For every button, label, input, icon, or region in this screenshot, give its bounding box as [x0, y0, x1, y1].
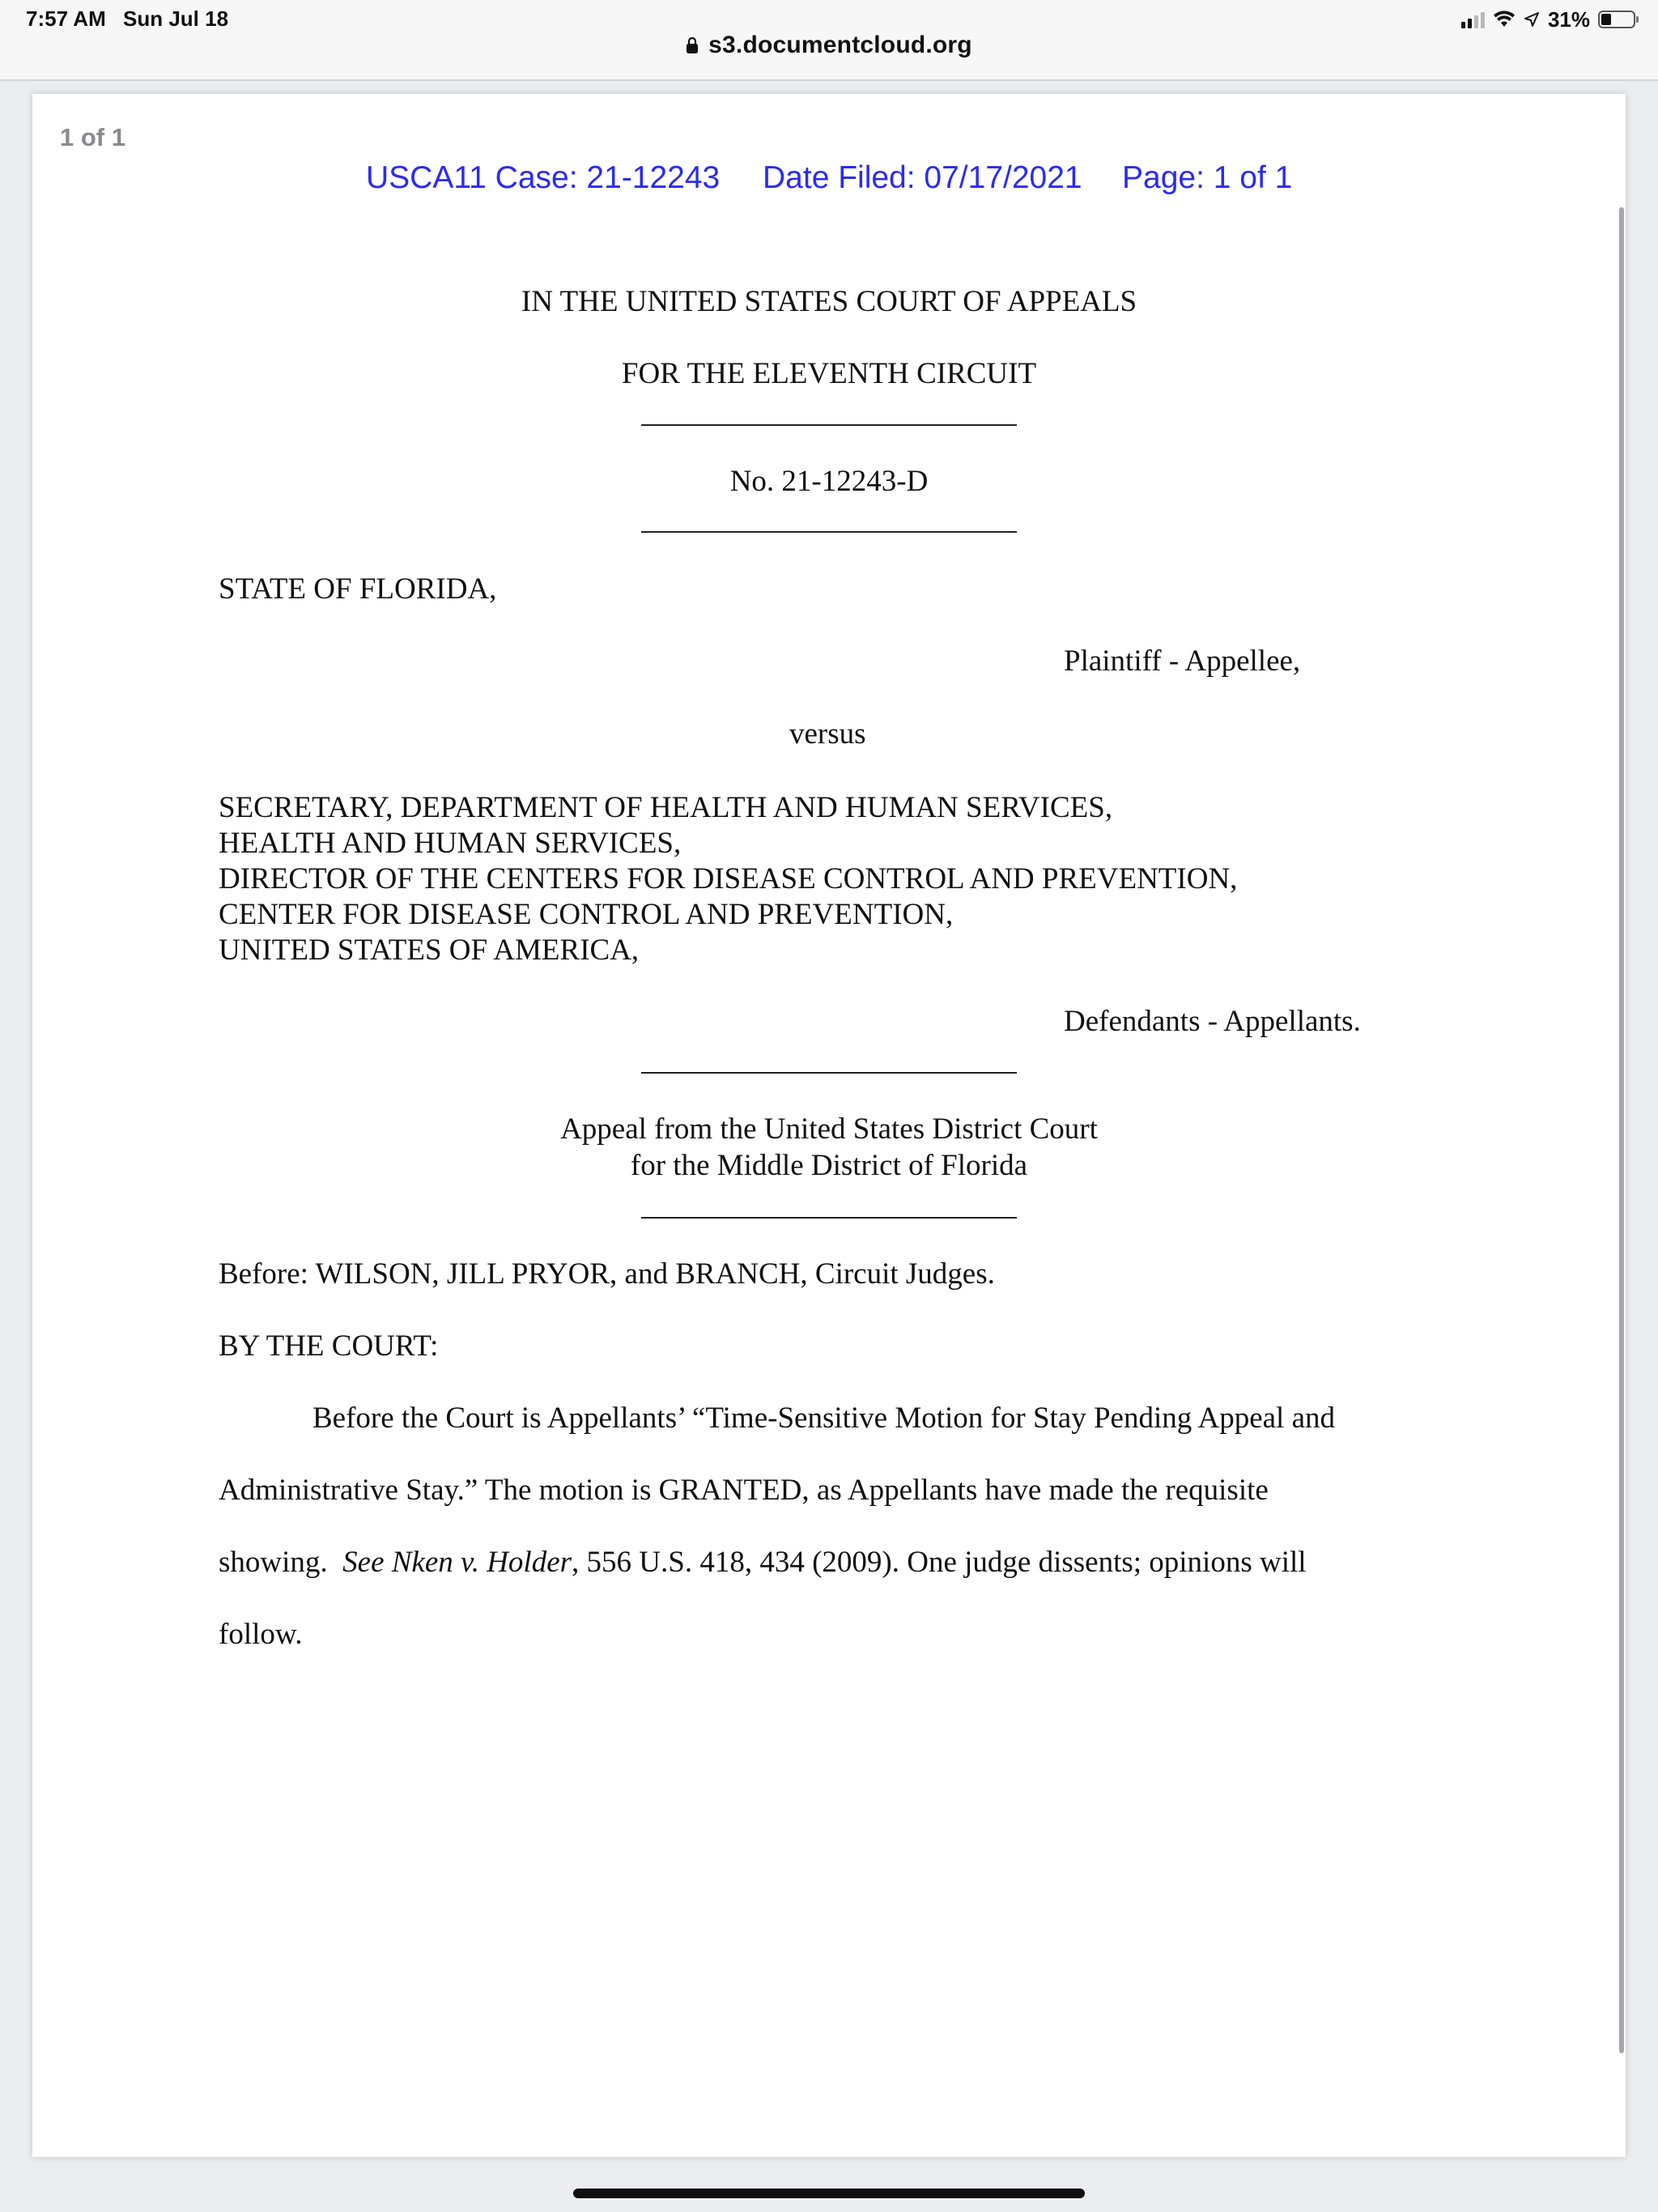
defendant-line: HEALTH AND HUMAN SERVICES,: [219, 827, 682, 860]
divider: [641, 531, 1017, 533]
order-text-line: follow.: [219, 1618, 303, 1651]
header-date-filed: Date Filed: 07/17/2021: [763, 160, 1082, 195]
circuit-title: FOR THE ELEVENTH CIRCUIT: [621, 357, 1037, 390]
home-indicator[interactable]: [573, 2189, 1085, 2198]
plaintiff-name: STATE OF FLORIDA,: [219, 572, 497, 606]
defendant-line: SECRETARY, DEPARTMENT OF HEALTH AND HUMAN SERVICES,: [219, 791, 1113, 824]
by-the-court: BY THE COURT:: [219, 1329, 439, 1363]
url-text[interactable]: s3.documentcloud.org: [708, 32, 972, 58]
divider: [641, 1217, 1017, 1219]
defendant-line: UNITED STATES OF AMERICA,: [219, 934, 640, 967]
order-text-line: Before the Court is Appellants’ “Time-Sensitive Motion for Stay Pending Appeal and: [312, 1402, 1335, 1435]
battery-icon: [1598, 11, 1635, 28]
lock-icon: [686, 36, 699, 54]
address-bar[interactable]: [0, 29, 1658, 62]
defendant-line: DIRECTOR OF THE CENTERS FOR DISEASE CONTROL AND PREVENTION,: [219, 862, 1238, 895]
battery-percentage: 31%: [1547, 6, 1590, 32]
divider: [641, 1072, 1017, 1074]
case-number: No. 21-12243-D: [729, 465, 929, 498]
case-citation: See Nken v. Holder: [342, 1546, 572, 1579]
appeal-origin-line2: for the Middle District of Florida: [630, 1149, 1028, 1182]
defendants-list: [219, 790, 1237, 968]
plaintiff-role: Plaintiff - Appellee,: [1064, 644, 1301, 678]
panel-judges: Before: WILSON, JILL PRYOR, and BRANCH, Circuit Judges.: [219, 1257, 995, 1291]
appeal-origin-line1: Appeal from the United States District Court: [560, 1112, 1098, 1146]
wifi-icon: [1493, 11, 1516, 28]
defendant-line: CENTER FOR DISEASE CONTROL AND PREVENTION,: [219, 898, 954, 931]
cellular-signal-icon: [1461, 11, 1485, 28]
versus-label: versus: [789, 717, 866, 751]
document-page[interactable]: [32, 94, 1626, 2157]
divider: [641, 424, 1017, 426]
location-arrow-icon: [1524, 11, 1540, 28]
order-text-segment: showing.: [219, 1546, 343, 1579]
defendants-role: Defendants - Appellants.: [1064, 1005, 1361, 1038]
status-time: 7:57 AM: [26, 6, 106, 31]
court-title: IN THE UNITED STATES COURT OF APPEALS: [521, 285, 1137, 318]
order-text-line: Administrative Stay.” The motion is GRANTED, as Appellants have made the requisite: [219, 1474, 1269, 1507]
header-page-count: Page: 1 of 1: [1122, 160, 1293, 195]
browser-top-bar: [0, 0, 1658, 81]
header-case-number: USCA11 Case: 21-12243: [366, 160, 721, 195]
page-indicator: 1 of 1: [60, 123, 125, 151]
status-date: Sun Jul 18: [123, 6, 229, 31]
order-text-segment: , 556 U.S. 418, 434 (2009). One judge dissents; opinions will: [572, 1546, 1307, 1579]
order-text-line: [219, 1547, 1307, 1577]
